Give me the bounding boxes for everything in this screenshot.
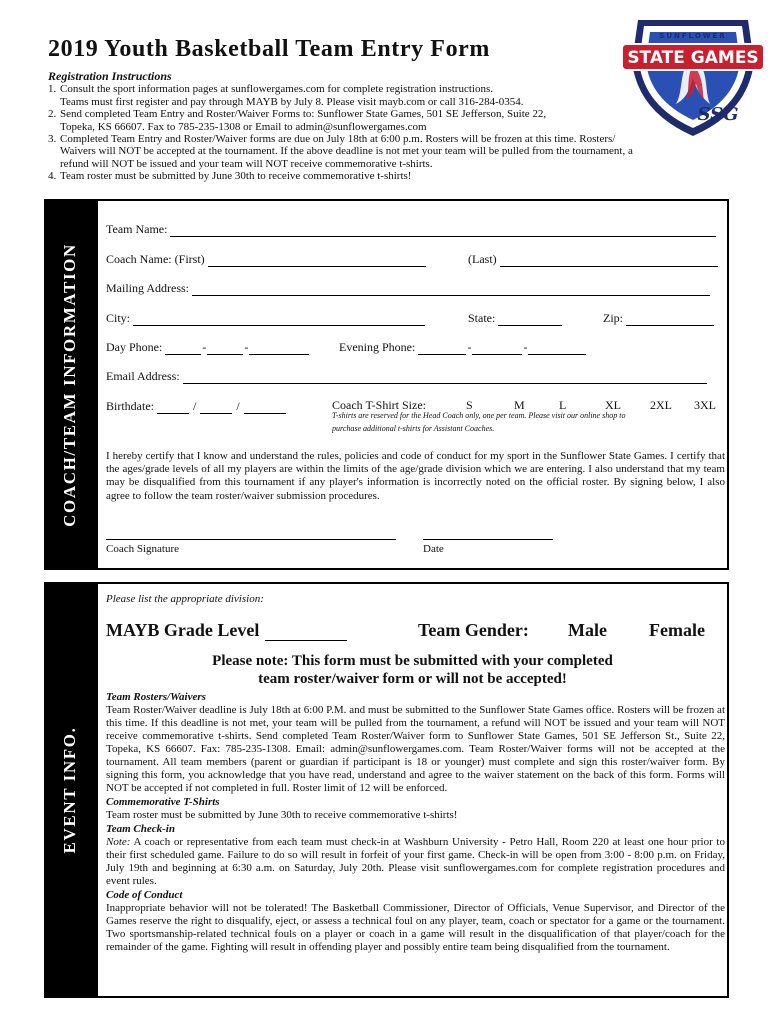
- tshirt-size-label: Coach T-Shirt Size:: [332, 398, 426, 412]
- grade-level-field[interactable]: MAYB Grade Level: [106, 620, 347, 641]
- rosters-text: Team Roster/Waiver deadline is July 18th at 6:00 P.M. and must be submitted to the Sunflower State Games office. Rosters will be frozen at this time. If this deadline is not met, your team will be pulled from the tournament, a refund will NOT be issued and your team will NOT receive commemorative t-shirts. Send completed Team Roster/Waiver form to Sunflower State Games, 501 SE Jefferson St., Suite 22, Topeka, KS 66607. Fax: 785-235-1308. Email: admin@sunflowergames.com. Team Roster/Waiver forms will not be accepted at the tournament. All team members (parent or guardian if participant is 18 or younger) must complete and sign this roster/waiver form. By signing this form, you acknowledge that you have read, understand and agree to the waiver statement on the back of this form. Forms will NOT be accepted if not completed in full. Roster limit of 12 will be enforced.: [106, 704, 725, 794]
- coach-first-field[interactable]: Coach Name: (First): [106, 252, 426, 267]
- date-line[interactable]: [423, 539, 553, 540]
- signature-label: Coach Signature: [106, 543, 180, 555]
- rosters-heading: Team Rosters/Waivers: [106, 691, 206, 703]
- evening-phone-field[interactable]: Evening Phone: - -: [339, 340, 586, 355]
- logo-main-text: STATE GAMES: [627, 48, 759, 68]
- gender-female-option[interactable]: Female: [649, 620, 705, 640]
- size-option-s[interactable]: S: [466, 398, 473, 412]
- event-details: [106, 691, 725, 954]
- conduct-text: Inappropriate behavior will not be tolerated! The Basketball Commissioner, Director of Officials, Venue Supervisor, and Director of the Games reserve the right to disqualify, eject, or assess a technical foul on any player, team, coach or spectator for a game or the tournament. Two sportsmanship-related technical fouls on a player or coach in a game will result in the disqualification of that player/coach for the remainder of the game. Fighting will result in offending player and possibly entire team being disqualified from the tournament.: [106, 902, 725, 953]
- event-info-tab-label: EVENT INFO.: [60, 726, 79, 854]
- reg-item: 4. Team roster must be submitted by June 30th to receive commemorative t-shirts!: [48, 170, 412, 183]
- zip-field[interactable]: Zip:: [603, 311, 714, 326]
- event-info-box: [96, 582, 729, 998]
- size-option-3xl[interactable]: 3XL: [694, 398, 716, 412]
- gender-male-option[interactable]: Male: [568, 620, 607, 640]
- reg-item: 1. Consult the sport information pages at sunflowergames.com for complete registration instructions. Teams must first register and pay through MAYB by July 8. Please visit mayb.com or call 316-284-0354.: [48, 83, 524, 108]
- size-option-l[interactable]: L: [559, 398, 567, 412]
- sunflower-state-games-logo: [618, 12, 768, 140]
- email-field[interactable]: Email Address:: [106, 369, 707, 384]
- size-option-xl[interactable]: XL: [605, 398, 621, 412]
- coach-last-field[interactable]: (Last): [468, 252, 718, 267]
- size-option-m[interactable]: M: [514, 398, 525, 412]
- team-name-field[interactable]: Team Name:: [106, 222, 716, 237]
- state-field[interactable]: State:: [468, 311, 562, 326]
- page-title: 2019 Youth Basketball Team Entry Form: [48, 36, 491, 62]
- checkin-text: Note: A coach or representative from each team must check-in at Washburn University - Petro Hall, Room 220 at least one hour prior to their first scheduled game. Failure to do so will result in forfeit of your first game. Check-in will be open from 3:00 - 8:00 p.m. on Friday, July 19th and beginning at 6:30 a.m. on Saturday, July 20th. Please visit sunflowergames.com for complete registration procedures and event rules.: [106, 836, 725, 887]
- team-gender-label: Team Gender:: [418, 620, 529, 640]
- size-option-2xl[interactable]: 2XL: [650, 398, 672, 412]
- event-info-tab: [44, 582, 96, 998]
- tshirts-heading: Commemorative T-Shirts: [106, 796, 220, 808]
- signature-line[interactable]: [106, 539, 396, 540]
- registration-heading: Registration Instructions: [48, 69, 172, 83]
- logo-badge-icon: [618, 12, 768, 140]
- day-phone-field[interactable]: Day Phone: - -: [106, 340, 309, 355]
- tshirts-text: Team roster must be submitted by June 30th to receive commemorative t-shirts!: [106, 809, 458, 821]
- checkin-heading: Team Check-in: [106, 823, 175, 835]
- reg-item: 2. Send completed Team Entry and Roster/Waiver Forms to: Sunflower State Games, 501 SE Jefferson, Suite 22, Topeka, KS 66607. Fax to 785-235-1308 or Email to admin@sunflowergames.com: [48, 108, 547, 133]
- mailing-address-field[interactable]: Mailing Address:: [106, 281, 710, 296]
- submission-note: Please note: This form must be submitted with your completed team roster/waiver form or will not be accepted!: [212, 653, 613, 687]
- date-label: Date: [423, 543, 444, 555]
- conduct-heading: Code of Conduct: [106, 889, 183, 901]
- tshirt-note: T-shirts are reserved for the Head Coach only, one per team. Please visit our online shop to purchase additional t-shirts for Assistant Coaches.: [332, 411, 626, 433]
- coach-team-box: [96, 199, 729, 570]
- logo-top-text: SUNFLOWER: [659, 32, 727, 40]
- birthdate-field[interactable]: Birthdate: / /: [106, 399, 286, 414]
- certification-text: I hereby certify that I know and understand the rules, policies and code of conduct for my sport in the Sunflower State Games. I certify that the ages/grade levels of all my players are within the limits of the age/grade division which we are entering. I also understand that my team may be disqualified from this tournament if any player's information is incorrectly noted on the official roster. By signing below, I also agree to follow the team roster/waiver submission procedures.: [106, 450, 725, 502]
- registration-instructions: [48, 69, 633, 183]
- division-prompt: Please list the appropriate division:: [106, 593, 264, 605]
- coach-team-tab-label: COACH/TEAM INFORMATION: [60, 243, 79, 527]
- coach-team-tab: [44, 199, 96, 570]
- reg-item: 3. Completed Team Entry and Roster/Waiver forms are due on July 18th at 6:00 p.m. Rosters will be frozen at this time. Rosters/ Waivers will NOT be accepted at the tournament. If the above deadline is not met your team will be pulled from the tournament, a refund will NOT be issued and your team will NOT receive commemorative t-shirts.: [48, 133, 633, 170]
- logo-monogram: SSG: [697, 104, 739, 125]
- city-field[interactable]: City:: [106, 311, 425, 326]
